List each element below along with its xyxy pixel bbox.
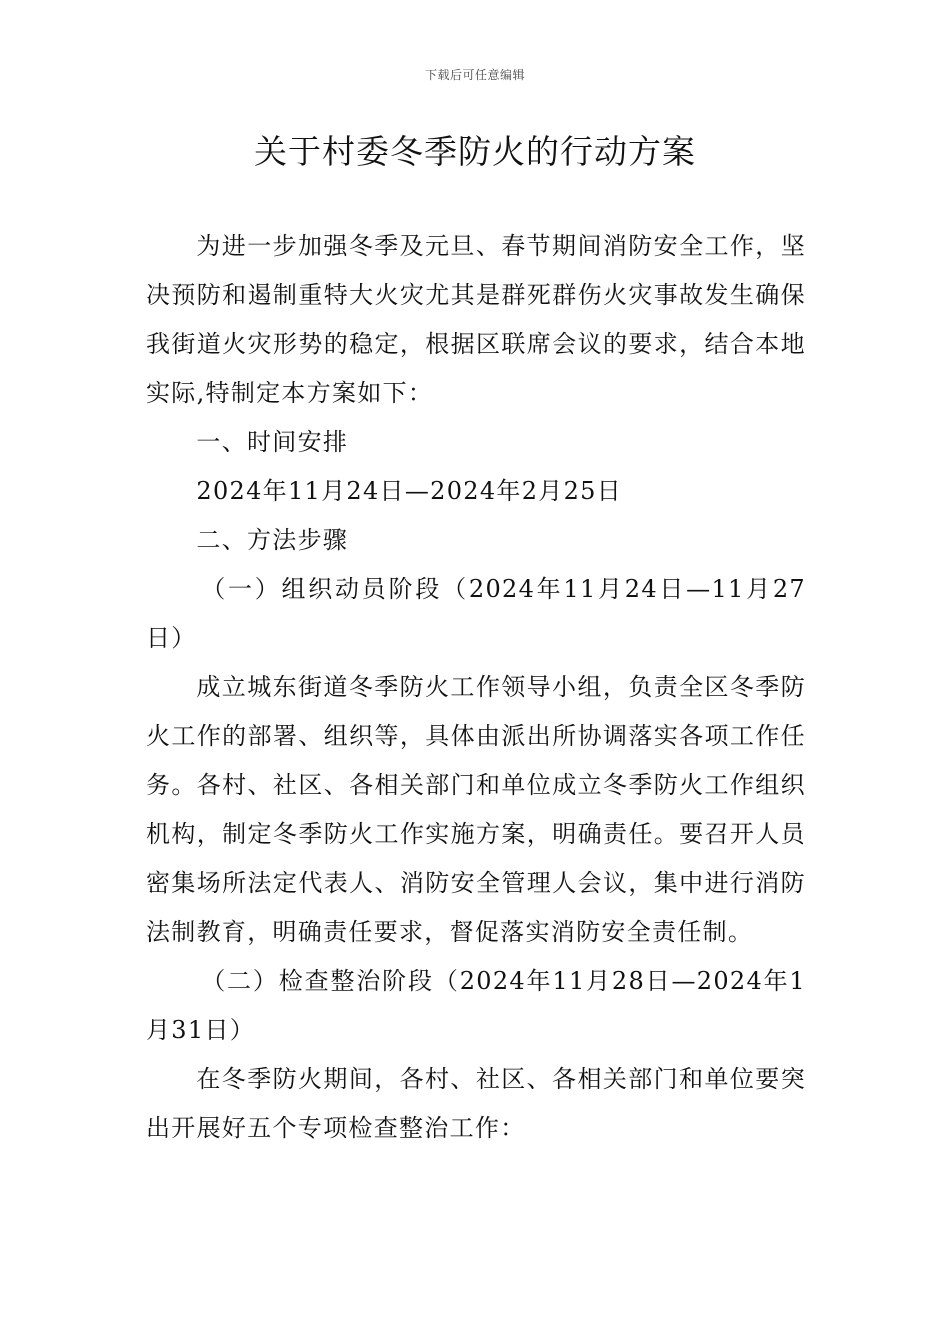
stage2-paragraph: 在冬季防火期间，各村、社区、各相关部门和单位要突出开展好五个专项检查整治工作：	[146, 1065, 806, 1142]
header-note: 下载后可任意编辑	[424, 68, 525, 82]
section1-heading: 一、时间安排	[196, 428, 349, 456]
stage1-heading: （一）组织动员阶段（2024年11月24日—11月27日）	[146, 575, 806, 652]
stage2-heading: （二）检查整治阶段（2024年11月28日—2024年1月31日）	[146, 967, 806, 1044]
stage1-paragraph: 成立城东街道冬季防火工作领导小组，负责全区冬季防火工作的部署、组织等，具体由派出所协调落实各项工作任务。各村、社区、各相关部门和单位成立冬季防火工作组织机构，制定冬季防火工作实施方案，明确责任。要召开人员密集场所法定代表人、消防安全管理人会议，集中进行消防法制教育，明确责任要求，督促落实消防安全责任制。	[146, 673, 806, 946]
section1-dates: 2024年11月24日—2024年2月25日	[196, 477, 623, 505]
section2-heading: 二、方法步骤	[196, 526, 349, 554]
document-title: 关于村委冬季防火的行动方案	[254, 132, 696, 171]
intro-paragraph: 为进一步加强冬季及元旦、春节期间消防安全工作，坚决预防和遏制重特大火灾尤其是群死群伤火灾事故发生确保我街道火灾形势的稳定，根据区联席会议的要求，结合本地实际,特制定本方案如下：	[146, 232, 806, 407]
document-body	[146, 222, 806, 1153]
